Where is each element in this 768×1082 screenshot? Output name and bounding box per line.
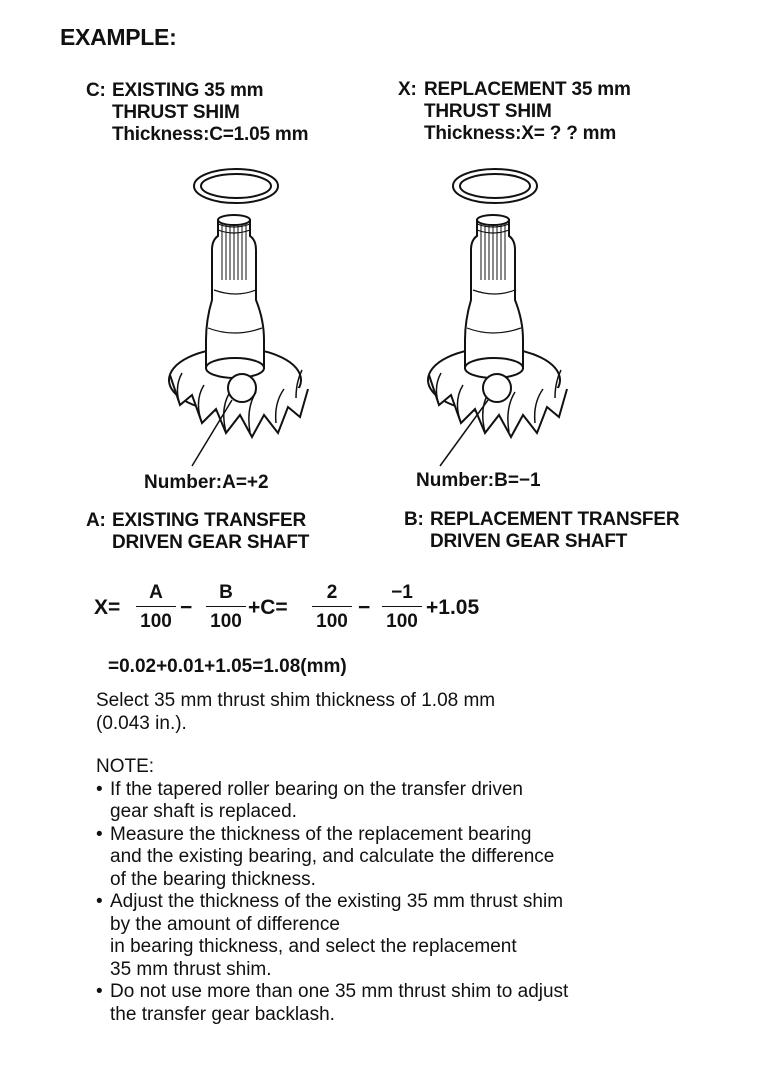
formula-plus-c: +C=	[248, 596, 288, 619]
note-item: • If the tapered roller bearing on the transfer driven gear shaft is replaced.	[96, 779, 736, 824]
number-mark-circle	[228, 374, 256, 402]
replacement-shim-thickness: Thickness:X= ? ? mm	[424, 123, 617, 144]
note-item: • Adjust the thickness of the existing 35 mm thrust shim by the amount of difference in bearing thickness, and select the replacement 35 mm thrust shim.	[96, 891, 736, 981]
existing-shim-thickness: Thickness:C=1.05 mm	[112, 124, 309, 145]
replacement-shaft-label	[404, 509, 679, 553]
fraction-neg1: $\frac{-1}{100}$	[382, 582, 422, 633]
replacement-shaft-line2: DRIVEN GEAR SHAFT	[430, 531, 628, 552]
existing-shim-line2: THRUST SHIM	[112, 102, 240, 123]
formula-minus-1: −	[180, 596, 193, 619]
fraction-2: $\frac{2}{100}$	[312, 582, 352, 633]
existing-shaft-label	[86, 510, 309, 554]
existing-gear-shaft-illustration	[140, 160, 340, 480]
formula-tail: +1.05	[426, 596, 480, 619]
formula-result: =0.02+0.01+1.05=1.08(mm)	[108, 656, 347, 677]
note-section	[96, 756, 736, 1026]
note-item: • Do not use more than one 35 mm thrust shim to adjust the transfer gear backlash.	[96, 981, 736, 1026]
note-heading: NOTE:	[96, 756, 155, 777]
selection-text: Select 35 mm thrust shim thickness of 1.08 mm (0.043 in.).	[96, 690, 496, 734]
formula-minus-2: −	[358, 596, 371, 619]
fraction-b: $\frac{B}{100}$	[206, 582, 246, 633]
replacement-shaft-line1: B: REPLACEMENT TRANSFER	[404, 509, 680, 530]
replacement-shim-line1: X: REPLACEMENT 35 mm	[398, 79, 631, 100]
existing-shaft-line2: DRIVEN GEAR SHAFT	[112, 532, 310, 553]
fraction-a: $\frac{A}{100}$	[136, 582, 176, 633]
replacement-shim-line2: THRUST SHIM	[424, 101, 552, 122]
existing-shim-line1: C: EXISTING 35 mm	[86, 80, 264, 101]
existing-number-label: Number:A=+2	[144, 472, 269, 493]
page-title: EXAMPLE:	[60, 24, 177, 50]
formula-lhs: X=	[94, 596, 121, 619]
replacement-gear-shaft-illustration	[400, 160, 600, 480]
replacement-number-label: Number:B=−1	[416, 470, 541, 491]
replacement-shim-label	[398, 79, 631, 145]
existing-shim-label	[86, 80, 308, 146]
existing-shaft-line1: A: EXISTING TRANSFER	[86, 510, 307, 531]
number-mark-circle	[483, 374, 511, 402]
note-item: • Measure the thickness of the replacement bearing and the existing bearing, and calculate the difference of the bearing thickness.	[96, 824, 736, 892]
